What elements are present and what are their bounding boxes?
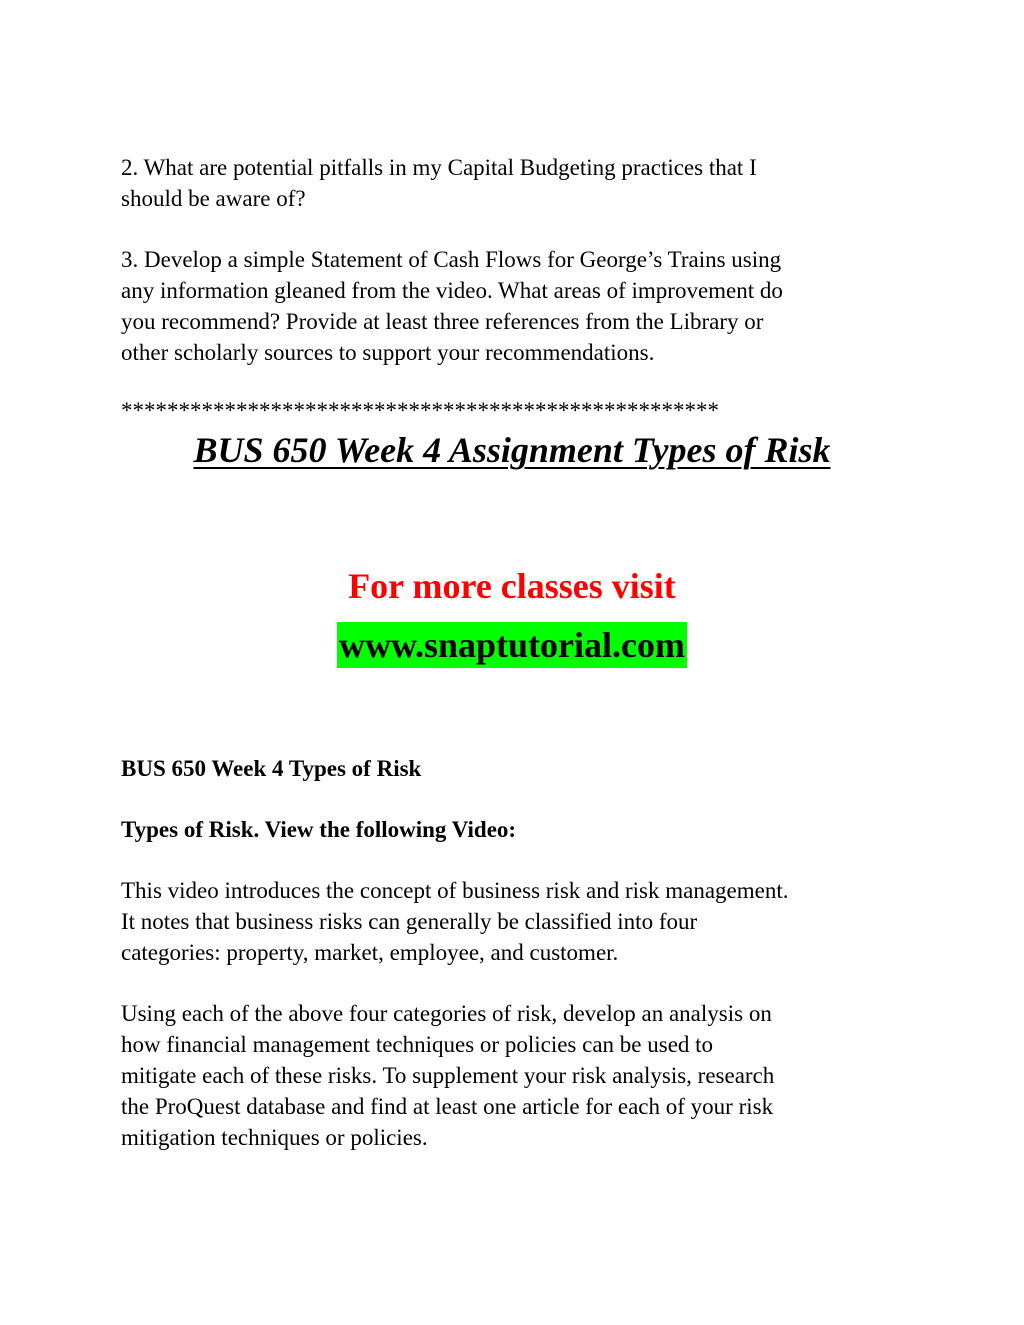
question-3: 3. Develop a simple Statement of Cash Flows for George’s Trains using any information gleaned from the video. What areas of improvement do you recommend? Provide at least three references from the Library or other scholarly sources to support your recommendations. bbox=[121, 247, 783, 365]
site-link[interactable]: www.snaptutorial.com bbox=[337, 622, 687, 668]
document-page bbox=[121, 152, 911, 1183]
promo-text: For more classes visit bbox=[348, 566, 676, 606]
assignment-title: BUS 650 Week 4 Assignment Types of Risk bbox=[193, 430, 831, 470]
paragraph-intro: This video introduces the concept of business risk and risk management. It notes that business risks can generally be classified into four categories: property, market, employee, and customer. bbox=[121, 878, 789, 965]
paragraph-instructions: Using each of the above four categories of risk, develop an analysis on how financial management techniques or policies can be used to mitigate each of these risks. To supplement your risk analysis, research the ProQuest database and find at least one article for each of your risk mitigation techniques or policies. bbox=[121, 1001, 775, 1150]
subheading: Types of Risk. View the following Video: bbox=[121, 817, 517, 842]
section-heading: BUS 650 Week 4 Types of Risk bbox=[121, 756, 422, 781]
question-2: 2. What are potential pitfalls in my Capital Budgeting practices that I should be aware of? bbox=[121, 155, 757, 211]
promo-link-wrap bbox=[0, 622, 1024, 668]
separator-stars: **************************************************** bbox=[121, 398, 719, 423]
